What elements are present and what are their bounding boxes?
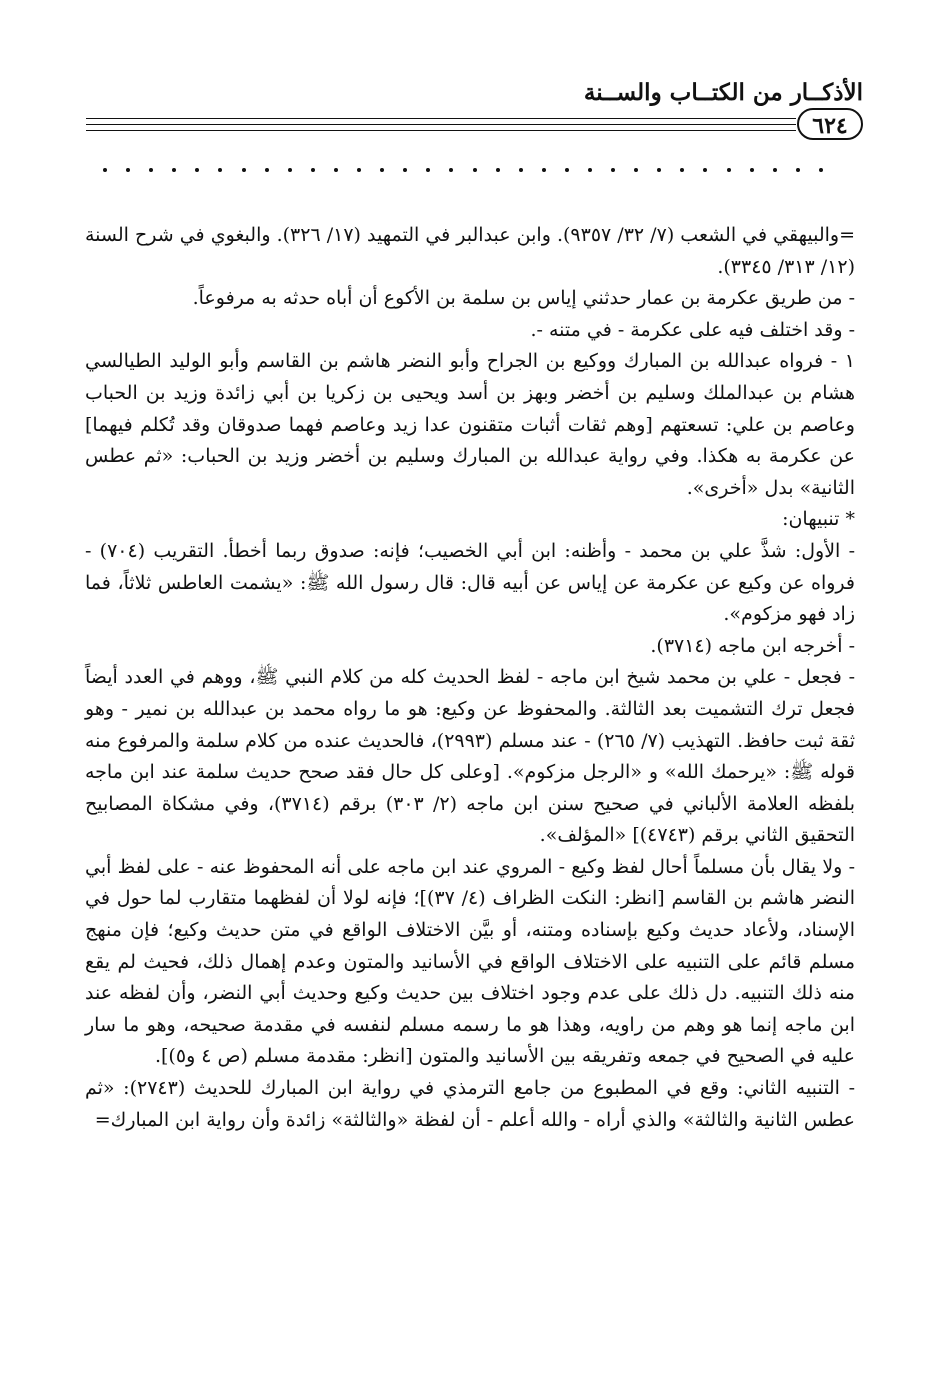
footnote-paragraph: - وقد اختلف فيه على عكرمة - في متنه -.: [530, 318, 855, 341]
separator-dot: [311, 168, 315, 172]
separator-dot: [819, 168, 823, 172]
separator-dot: [588, 168, 592, 172]
footnote-paragraph: - الأول: شذَّ علي بن محمد - وأظنه: ابن أبي الخصيب؛ فإنه: صدوق ربما أخطأ. التقريب (٧٠٤) - فرواه عن وكيع عن عكرمة عن إياس عن أبيه قال: قال رسول الله ﷺ: «يشمت العاطس ثلاثاً، فما زاد فهو مزكوم».: [85, 539, 855, 626]
footnote-paragraph: =والبيهقي في الشعب (٧/ ٣٢/ ٩٣٥٧). وابن عبدالبر في التمهيد (١٧/ ٣٢٦). والبغوي في شرح السنة (١٢/ ٣١٣/ ٣٣٤٥).: [85, 224, 855, 278]
header-rule: [86, 118, 796, 119]
separator-dot: [403, 168, 407, 172]
separator-dot: [473, 168, 477, 172]
footnote-paragraph: * تنبيهان:: [782, 508, 855, 531]
separator-dot: [519, 168, 523, 172]
separator-dot: [565, 168, 569, 172]
separator-dot: [195, 168, 199, 172]
separator-dot: [103, 168, 107, 172]
footnote-paragraph: - التنبيه الثاني: وقع في المطبوع من جامع الترمذي في رواية ابن المبارك للحديث (٢٧٤٣): «ثم عطس الثانية والثالثة» والذي أراه - والله أعلم - أن لفظة «والثالثة» زائدة وأن رواية ابن المبارك=: [85, 1077, 855, 1131]
separator-dot: [796, 168, 800, 172]
header-rule: [86, 130, 796, 131]
footnote-text: [85, 220, 855, 1136]
separator-dot: [750, 168, 754, 172]
header-rule: [86, 124, 796, 125]
separator-dot: [657, 168, 661, 172]
footnote-paragraph: ١ - فرواه عبدالله بن المبارك ووكيع بن الجراح وأبو النضر هاشم بن القاسم وأبو الوليد الطيالسي هشام بن عبدالملك وسليم بن أخضر وبهز بن أسد ويحيى بن زكريا بن أبي زائدة وزيد بن الحباب وعاصم بن علي: تسعتهم [وهم ثقات أثبات متقنون عدا زيد وعاصم فهما صدوقان وقد تُكلم فيهما] عن عكرمة به هكذا. وفي رواية عبدالله بن المبارك وسليم بن أخضر وزيد بن الحباب: «ثم عطس الثانية» بدل «أخرى».: [85, 350, 855, 499]
separator-dot: [727, 168, 731, 172]
footnote-paragraph: - أخرجه ابن ماجه (٣٧١٤).: [650, 634, 855, 657]
separator-dot: [357, 168, 361, 172]
running-header-title: الأذكــار من الكتــاب والســنة: [583, 79, 863, 106]
page-number: ٦٢٤: [797, 108, 863, 140]
separator-dot: [703, 168, 707, 172]
separator-dot: [265, 168, 269, 172]
separator-dot: [496, 168, 500, 172]
separator-dot: [218, 168, 222, 172]
separator-dot: [773, 168, 777, 172]
separator-dot: [680, 168, 684, 172]
separator-dot: [126, 168, 130, 172]
separator-dot: [611, 168, 615, 172]
separator-dot: [288, 168, 292, 172]
footnote-paragraph: - من طريق عكرمة بن عمار حدثني إياس بن سلمة بن الأكوع أن أباه حدثه به مرفوعاً.: [192, 287, 855, 310]
footnote-separator-dots: [103, 168, 823, 172]
separator-dot: [149, 168, 153, 172]
separator-dot: [172, 168, 176, 172]
separator-dot: [426, 168, 430, 172]
footnote-paragraph: - ولا يقال بأن مسلماً أحال لفظ وكيع - المروي عند ابن ماجه على أنه المحفوظ عنه - على لفظ أبي النضر هاشم بن القاسم [انظر: النكت الظراف (٤/ ٣٧)]؛ فإنه لولا أن لفظهما متقارب لما حول في الإسناد، ولأعاد حديث وكيع بإسناده ومتنه، أو بيَّن الاختلاف الواقع في متن حديث وكيع؛ فإن منهج مسلم قائم على التنبيه على الاختلاف الواقع في الأسانيد والمتون وعدم إهمال ذلك، فحيث لم يقع منه ذلك التنبيه. دل ذلك على عدم وجود اختلاف بين حديث وكيع وحديث أبي النضر، وأن لفظه عند ابن ماجه إنما هو وهم من راويه، وهذا هو ما رسمه مسلم لنفسه في مقدمة صحيحه، وهو ما سار عليه في الصحيح في جمعه وتفريقه بين الأسانيد والمتون [انظر: مقدمة مسلم (ص ٤ و٥)].: [85, 855, 855, 1068]
separator-dot: [380, 168, 384, 172]
separator-dot: [334, 168, 338, 172]
separator-dot: [634, 168, 638, 172]
separator-dot: [542, 168, 546, 172]
separator-dot: [242, 168, 246, 172]
separator-dot: [449, 168, 453, 172]
footnote-paragraph: - فجعل - علي بن محمد شيخ ابن ماجه - لفظ الحديث كله من كلام النبي ﷺ، ووهم في العدد أيضاً فجعل ترك التشميت بعد الثالثة. والمحفوظ عن وكيع: هو ما رواه محمد بن عبدالله بن نمير - وهو ثقة ثبت حافظ. التهذيب (٧/ ٢٦٥) - عند مسلم (٢٩٩٣)، فالحديث عنده من كلام سلمة والمرفوع منه قوله ﷺ: «يرحمك الله» و «الرجل مزكوم». [وعلى كل حال فقد صحح حديث سلمة عند ابن ماجه بلفظه العلامة الألباني في صحيح سنن ابن ماجه (٢/ ٣٠٣) برقم (٣٧١٤)، وفي مشكاة المصابيح التحقيق الثاني برقم (٤٧٤٣)] «المؤلف».: [85, 666, 856, 847]
